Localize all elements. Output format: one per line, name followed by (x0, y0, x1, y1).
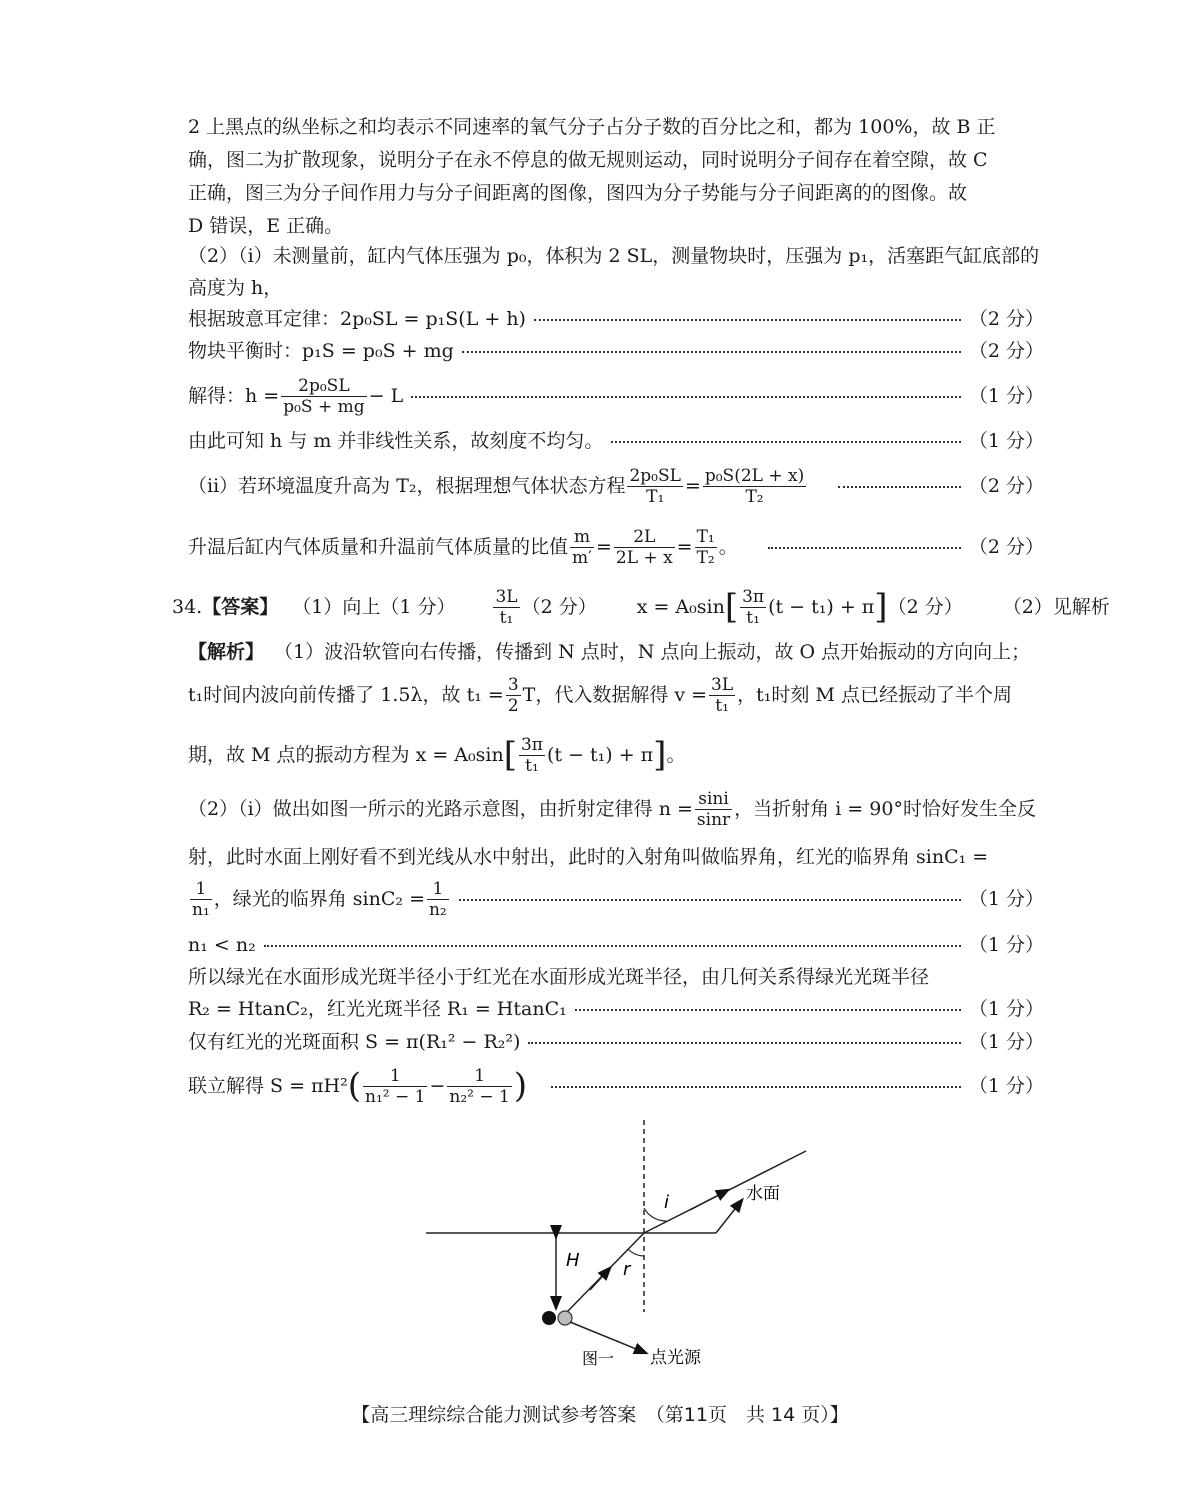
denominator: 2L + x (615, 547, 673, 568)
analysis-tag: 【解析】 (188, 641, 265, 663)
analysis-row-3: 期，故 M 点的振动方程为 x = A₀sin [ $\frac{3\pi}{\text{t₁}}$ (t − t₁) + π ] 。 (188, 734, 686, 776)
answer-part-3-prefix: x = A₀sin (636, 596, 725, 618)
denominator: n₂ (428, 899, 447, 920)
answer-part-3-score: （2 分） (887, 596, 963, 618)
denominator: n₁ (192, 899, 210, 920)
numerator: 3π (742, 586, 765, 607)
refraction-text-prefix: （2）（i）做出如图一所示的光路示意图，由折射定律得 n = (188, 798, 693, 820)
question-number: 34. (172, 596, 203, 618)
numerator: 2p₀SL (629, 465, 681, 486)
angle-i-arc (644, 1208, 666, 1221)
numerator: 3π (520, 734, 543, 755)
denominator: t₁ (499, 607, 514, 628)
numerator: 3L (495, 586, 518, 607)
denominator: t₁ (525, 755, 539, 776)
score: （1 分） (968, 934, 1044, 956)
para1-line-4: D 错误，E 正确。 (188, 215, 344, 237)
period: 。 (666, 744, 686, 766)
score: （1 分） (968, 888, 1044, 910)
score: （1 分） (968, 998, 1044, 1020)
analysis-text-2-prefix: t₁时间内波向前传播了 1.5λ，故 t₁ = (188, 684, 504, 706)
page-footer: 【高三理综综合能力测试参考答案 （第11页 共 14 页）】 (351, 1404, 849, 1426)
figure-caption: 图一 (582, 1349, 615, 1368)
conclusion-text: 由此可知 h 与 m 并非线性关系，故刻度不均匀。 (188, 430, 604, 452)
para1-line-1: 2 上黑点的纵坐标之和均表示不同速率的氧气分子占分子数的百分比之和，都为 100%，故 B 正 (188, 116, 996, 138)
denominator: t₁ (715, 695, 729, 716)
numerator: 2L (614, 527, 675, 548)
numerator: T₁ (696, 526, 715, 547)
numerator: 3L (711, 674, 734, 695)
numerator: 1 (190, 879, 212, 900)
answer-tag: 【答案】 (202, 596, 279, 618)
numerator: 2p₀SL (281, 376, 366, 397)
numerator: 1 (427, 879, 449, 900)
numerator: 1 (363, 1066, 427, 1087)
score: （1 分） (968, 430, 1044, 452)
denominator: T₂ (745, 486, 764, 507)
analysis-text-3-prefix: 期，故 M 点的振动方程为 x = A₀sin (188, 744, 504, 766)
label-i: i (664, 1192, 670, 1213)
score: （2 分） (968, 536, 1044, 558)
numerator: 1 (447, 1066, 511, 1087)
para1-line-2: 确，图二为扩散现象，说明分子在永不停息的做无规则运动，同时说明分子间存在着空隙，故 C (188, 149, 988, 171)
denominator: p₀S + mg (283, 396, 365, 417)
spot-area-text: 仅有红光的光斑面积 S = π(R₁² − R₂²) (188, 1031, 521, 1053)
denominator: T₁ (646, 486, 665, 507)
denominator: T₂ (696, 547, 715, 568)
solve-prefix: 解得：h = (188, 385, 280, 407)
denominator: sinr (696, 809, 731, 830)
refraction-row-2: 射，此时水面上刚好看不到光线从水中射出，此时的入射角叫做临界角，红光的临界角 sinC₁ = (188, 846, 989, 868)
incident-ray-arrow (590, 1268, 610, 1290)
index-compare-text: n₁ < n₂ (188, 934, 256, 956)
answer-part-2-score: （2 分） (521, 596, 597, 618)
refraction-text-suffix: ，当折射角 i = 90°时恰好发生全反 (734, 798, 1036, 820)
water-label-pointer (716, 1200, 742, 1233)
answer-part-3-inner: (t − t₁) + π (768, 596, 875, 618)
numerator: 3 (507, 674, 519, 695)
denominator: n₂² − 1 (449, 1086, 510, 1107)
balance-equation: 物块平衡时：p₁S = p₀S + mg (188, 340, 454, 362)
final-result-prefix: 联立解得 S = πH² (188, 1075, 348, 1097)
analysis-text-2-mid: T，代入数据解得 v = (522, 684, 708, 706)
mass-ratio-prefix: 升温后缸内气体质量和升温前气体质量的比值 (188, 536, 569, 558)
spot-radius-text: R₂ = HtanC₂，红光光斑半径 R₁ = HtanC₁ (188, 998, 567, 1020)
analysis-text-1: （1）波沿软管向右传播，传播到 N 点时，N 点向上振动，故 O 点开始振动的方向向上； (274, 641, 1031, 663)
denominator: t₁ (746, 607, 760, 628)
q34-answer-row: 34. 【答案】 （1）向上（1 分） $\frac{3L}{\text{t₁}}$ （2 分） x = A₀sin [ $\frac{3\pi}{\text{t₁}}$ (t − t₁) + π ] （2 分） （2）见解析 (172, 586, 1110, 628)
label-water-surface: 水面 (746, 1184, 780, 1204)
score: （2 分） (968, 308, 1044, 330)
point-source (558, 1311, 572, 1325)
spot-radius-row-1: 所以绿光在水面形成光斑半径小于红光在水面形成光斑半径，由几何关系得绿光光斑半径 (188, 966, 930, 988)
black-dot (542, 1311, 556, 1325)
answer-part-1: （1）向上（1 分） (292, 596, 456, 618)
refracted-ray-arrow (690, 1190, 728, 1210)
label-r: r (623, 1259, 631, 1280)
score: （2 分） (968, 475, 1044, 497)
analysis-text-2-suffix: ，t₁时刻 M 点已经振动了半个周 (737, 684, 1012, 706)
score: （1 分） (968, 1031, 1044, 1053)
para1-line-3: 正确，图三为分子间作用力与分子间距离的图像，图四为分子势能与分子间距离的的图像。故 (188, 182, 968, 204)
denominator: n₁² − 1 (365, 1086, 426, 1107)
denominator: 2 (507, 695, 519, 716)
numerator: m (570, 527, 594, 548)
numerator: sini (695, 789, 732, 810)
p2i-line-2: 高度为 h， (188, 277, 283, 299)
minus-sign: − (429, 1075, 446, 1097)
score: （1 分） (968, 385, 1044, 407)
angle-r-arc (628, 1249, 644, 1256)
p2i-line-1: （2）（i）未测量前，缸内气体压强为 p₀，体积为 2 SL，测量物块时，压强为 p₁，活塞距气缸底部的 (188, 245, 1040, 267)
numerator: p₀S(2L + x) (704, 465, 805, 486)
final-result-row: 联立解得 S = πH² ( $\frac{1}{\text{n₁² − 1}}$ − $\frac{1}{\text{n₂² − 1}}$ ) （1 分） (188, 1065, 1044, 1107)
mass-ratio-row: 升温后缸内气体质量和升温前气体质量的比值 $\frac{m}{m'}$ = $\frac{2L}{2L + x}$ = $\frac{\text{T₁}}{\text{T₂}}$ 。 （2 分） (188, 526, 1044, 568)
denominator: m′ (572, 547, 592, 568)
boyle-equation: 根据玻意耳定律：2p₀SL = p₁S(L + h) (188, 308, 526, 330)
period: 。 (718, 536, 738, 558)
critical-angle-text: ，绿光的临界角 sinC₂ = (213, 888, 425, 910)
answer-part-4: （2）见解析 (1002, 596, 1110, 618)
score: （2 分） (968, 340, 1044, 362)
analysis-text-3-inner: (t − t₁) + π (546, 744, 654, 766)
label-H: H (566, 1250, 580, 1271)
equals-sign: = (684, 475, 701, 497)
score: （1 分） (968, 1075, 1044, 1097)
ideal-gas-prefix: （ii）若环境温度升高为 T₂，根据理想气体状态方程 (188, 475, 626, 497)
solve-suffix: − L (368, 385, 404, 407)
label-point-source: 点光源 (650, 1348, 701, 1368)
